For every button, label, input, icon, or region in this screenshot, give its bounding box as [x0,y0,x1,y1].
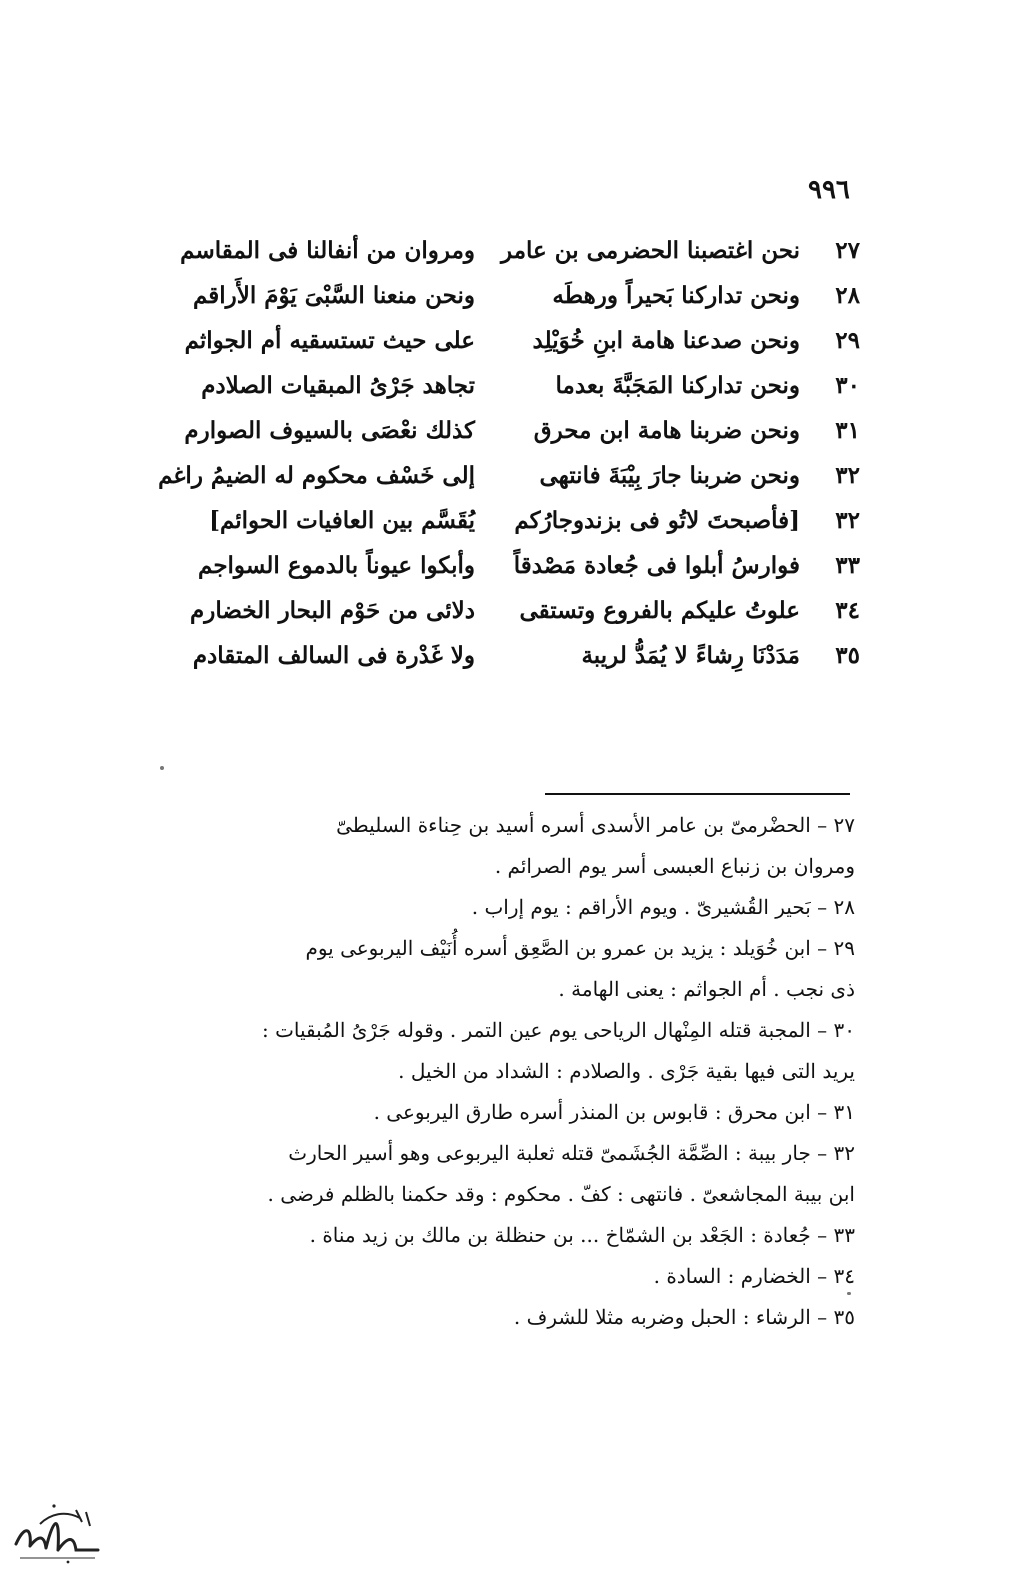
verse-number: ٣٣ [835,552,860,579]
verse-second-hemistich: تجاهد جَرْىُ المبقيات الصلادم [201,372,475,399]
scan-speck [847,1292,851,1295]
verse-number: ٢٩ [835,327,860,354]
verse-number: ٣٢ [835,507,860,534]
footnote-line: ٢٨ – بَحير القُشيرىّ . ويوم الأراقم : يوم إراب . [471,895,855,919]
verse-first-hemistich: [فأصبحتَ لاتُو فى بزندوجارُكم [514,507,800,534]
verse-number: ٣٥ [835,642,860,669]
verse-row [170,633,860,678]
verse-number: ٣٠ [835,372,860,399]
verse-second-hemistich: ومروان من أنفالنا فى المقاسم [180,237,475,264]
verse-number: ٣٤ [835,597,860,624]
verse-first-hemistich: مَدَدْنَا رِشاءً لا يُمَدُّ لريبة [581,642,800,669]
verse-first-hemistich: علوتُ عليكم بالفروع وتستقى [519,597,800,624]
footnote-line: ٣١ – ابن محرق : قابوس بن المنذر أسره طارق اليربوعى . [373,1100,855,1124]
footnote-line: ومروان بن زنباع العبسى أسر يوم الصرائم . [494,854,855,878]
verse-row [170,363,860,408]
footnote-line: ٢٩ – ابن خُوَيلد : يزيد بن عمرو بن الصَّعِق أسره أُنَيْف اليربوعى يوم [305,936,855,960]
verse-second-hemistich: كذلك نعْصَى بالسيوف الصوارم [184,417,475,444]
verse-second-hemistich: إلى خَسْف محكوم له الضيمُ راغم [158,462,475,489]
calligraphic-seal-logo [10,1496,105,1566]
verse-second-hemistich: على حيث تستسقيه أم الجواثم [184,327,475,354]
verse-number: ٢٧ [835,237,860,264]
footnote-line: ٢٧ – الحضْرمىّ بن عامر الأسدى أسره أسيد بن حِناءة السليطىّ [336,813,855,837]
verse-row [170,408,860,453]
verse-first-hemistich: ونحن ضربنا جارَ بِيْبَةَ فانتهى [539,462,800,489]
footnote-line: ٣٣ – جُعادة : الجَعْد بن الشمّاخ ... بن حنظلة بن مالك بن زيد مناة . [309,1223,855,1247]
verse-second-hemistich: دلائى من حَوْم البحار الخضارم [190,597,475,624]
verse-first-hemistich: ونحن تداركنا بَحيراً ورهطَه [552,282,800,309]
verse-first-hemistich: ونحن تداركنا المَجَبَّةَ بعدما [555,372,800,399]
footnote-line: ذى نجب . أم الجواثم : يعنى الهامة . [558,977,855,1001]
verse-row [170,543,860,588]
verse-row [170,588,860,633]
verse-row [170,498,860,543]
footnote-line: ٣٠ – المجبة قتله المِنْهال الرياحى يوم عين التمر . وقوله جَرْىُ المُبقيات : [261,1018,855,1042]
verse-number: ٢٨ [835,282,860,309]
verse-row [170,273,860,318]
verse-second-hemistich: يُقَسَّم بين العافيات الحوائم] [209,507,475,534]
footnote-line: ٣٤ – الخضارم : السادة . [653,1264,855,1288]
verse-row [158,453,860,498]
footnote-line: ٣٢ – جار بيبة : الصِّمَّة الجُشَمىّ قتله ثعلبة اليربوعى وهو أسير الحارث [288,1141,855,1165]
footnote-line: ابن بيبة المجاشعىّ . فانتهى : كفّ . محكوم : وقد حكمنا بالظلم فرضى . [267,1182,855,1206]
poem [158,228,860,678]
verse-second-hemistich: ونحن منعنا السَّبْىَ يَوْمَ الأَراقم [192,282,475,309]
page-number: ٩٩٦ [808,175,850,205]
verse-row [170,228,860,273]
verse-second-hemistich: ولا غَدْرة فى السالف المتقادم [192,642,475,669]
verse-first-hemistich: نحن اغتصبنا الحضرمى بن عامر [501,237,800,264]
verse-first-hemistich: فوارسُ أبلوا فى جُعادة مَصْدقاً [513,552,800,579]
footnotes [160,805,855,1338]
verse-number: ٣١ [835,417,860,444]
verse-row [170,318,860,363]
footnote-line: يريد التى فيها بقية جَرْى . والصلادم : الشداد من الخيل . [398,1059,855,1083]
scan-speck [160,766,164,770]
footnote-line: ٣٥ – الرشاء : الحبل وضربه مثلا للشرف . [513,1305,855,1329]
verse-first-hemistich: ونحن ضربنا هامة ابن محرق [533,417,800,444]
verse-second-hemistich: وأبكوا عيوناً بالدموع السواجم [198,552,475,579]
verse-number: ٣٢ [835,462,860,489]
verse-first-hemistich: ونحن صدعنا هامة ابنِ خُوَيْلِد [532,327,800,354]
footnote-divider [545,793,850,795]
